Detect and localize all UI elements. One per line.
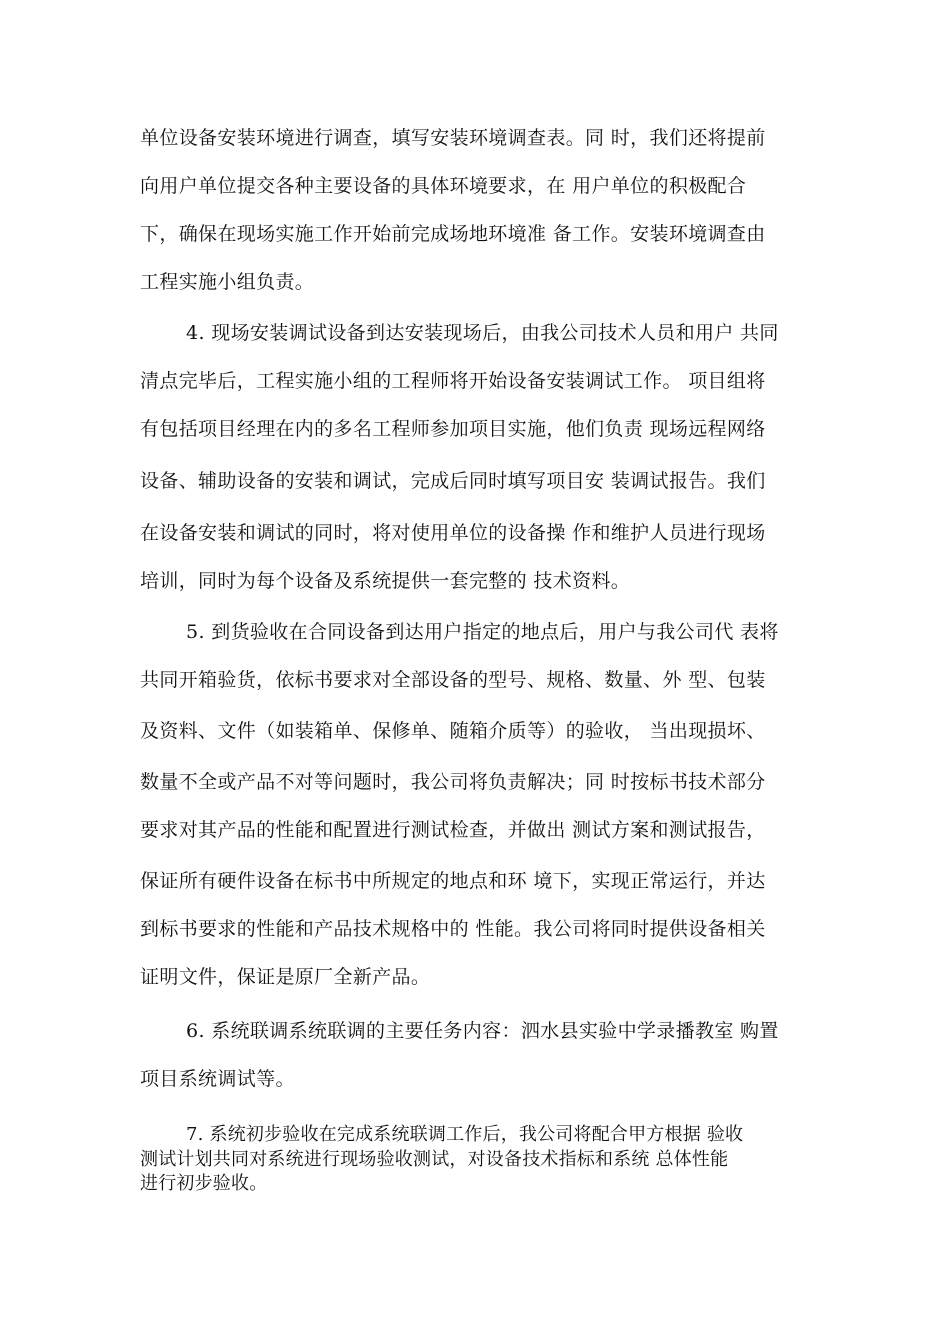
text-line: 证明文件，保证是原厂全新产品。	[140, 966, 431, 988]
text-line: 7. 系统初步验收在完成系统联调工作后，我公司将配合甲方根据 验收	[186, 1124, 744, 1145]
text-line: 要求对其产品的性能和配置进行测试检查，并做出 测试方案和测试报告，	[140, 819, 766, 841]
text-line: 4. 现场安装调试设备到达安装现场后，由我公司技术人员和用户 共同	[186, 322, 779, 344]
text-line: 有包括项目经理在内的多名工程师参加项目实施，他们负责 现场远程网络	[140, 418, 766, 440]
text-line: 清点完毕后，工程实施小组的工程师将开始设备安装调试工作。 项目组将	[140, 370, 766, 392]
text-line: 到标书要求的性能和产品技术规格中的 性能。我公司将同时提供设备相关	[140, 918, 766, 940]
text-line: 测试计划共同对系统进行现场验收测试，对设备技术指标和系统 总体性能	[140, 1149, 729, 1170]
text-line: 5. 到货验收在合同设备到达用户指定的地点后，用户与我公司代 表将	[186, 621, 779, 643]
text-line: 工程实施小组负责。	[140, 271, 315, 293]
text-line: 在设备安装和调试的同时，将对使用单位的设备操 作和维护人员进行现场	[140, 522, 766, 544]
text-line: 及资料、文件（如装箱单、保修单、随箱介质等）的验收， 当出现损坏、	[140, 720, 766, 742]
text-line: 单位设备安装环境进行调查，填写安装环境调查表。同 时，我们还将提前	[140, 127, 766, 149]
text-line: 数量不全或产品不对等问题时，我公司将负责解决；同 时按标书技术部分	[140, 771, 766, 793]
text-line: 培训，同时为每个设备及系统提供一套完整的 技术资料。	[140, 570, 631, 592]
text-line: 进行初步验收。	[140, 1173, 268, 1194]
text-line: 向用户单位提交各种主要设备的具体环境要求，在 用户单位的积极配合	[140, 175, 747, 197]
text-line: 项目系统调试等。	[140, 1068, 295, 1090]
text-line: 保证所有硬件设备在标书中所规定的地点和环 境下，实现正常运行，并达	[140, 870, 766, 892]
text-line: 设备、辅助设备的安装和调试，完成后同时填写项目安 装调试报告。我们	[140, 470, 766, 492]
text-line: 下，确保在现场实施工作开始前完成场地环境准 备工作。安装环境调查由	[140, 223, 766, 245]
text-line: 共同开箱验货，依标书要求对全部设备的型号、规格、数量、外 型、包装	[140, 669, 766, 691]
text-line: 6. 系统联调系统联调的主要任务内容：泗水县实验中学录播教室 购置	[186, 1020, 779, 1042]
